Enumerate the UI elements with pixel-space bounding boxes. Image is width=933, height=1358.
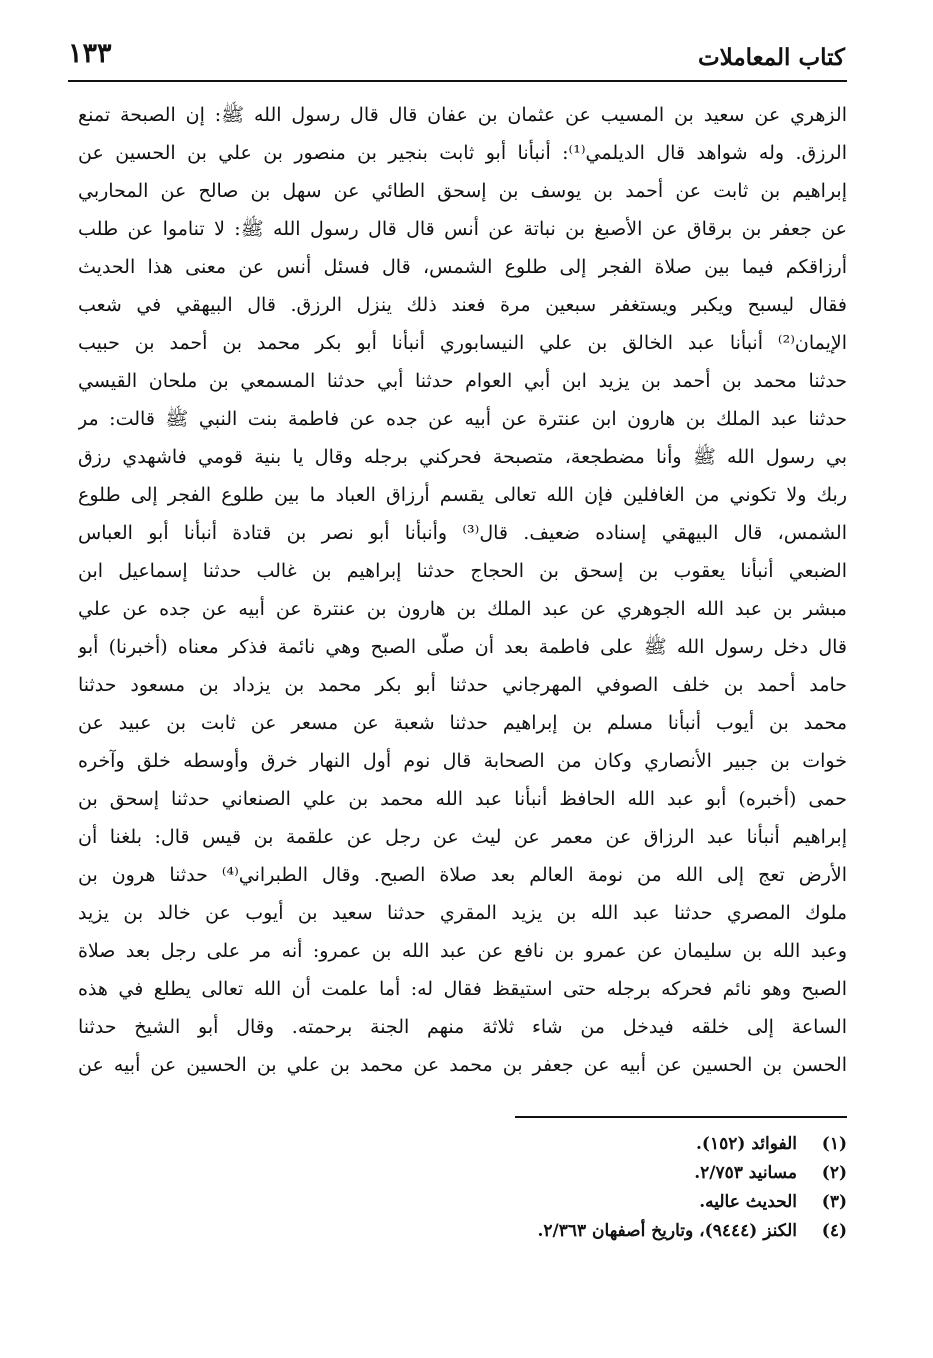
- text-line: عن جعفر بن برقاق عن الأصبغ بن نباتة عن أنس قال قال رسول الله ﷺ: لا تناموا عن طلب: [78, 218, 847, 240]
- header-rule: [68, 80, 847, 82]
- text-line: ملوك المصري حدثنا عبد الله بن يزيد المقري حدثنا سعيد بن أيوب عن خالد بن يزيد: [78, 902, 847, 924]
- text-line: قال دخل رسول الله ﷺ على فاطمة بعد أن صلّى الصبح وهي نائمة فذكر معناه (أخبرنا) أبو: [78, 636, 847, 658]
- footnote-number: (٤): [821, 1221, 847, 1241]
- footnote-number: (١): [821, 1134, 847, 1154]
- text-line: الإيمان⁽²⁾ أنبأنا عبد الخالق بن علي النيسابوري أنبأنا أبو بكر محمد بن أحمد بن حبيب: [78, 332, 847, 354]
- footnote-text: الحديث عاليه.: [699, 1192, 797, 1212]
- text-line: حدثنا محمد بن أحمد بن يزيد ابن أبي العوام حدثنا أبي حدثنا المسمعي بن ملحان القيسي: [78, 370, 847, 392]
- text-line: الشمس، قال البيهقي إسناده ضعيف. قال⁽³⁾ وأنبأنا أبو نصر بن قتادة أنبأنا أبو العباس: [78, 522, 847, 544]
- text-line: ربك ولا تكوني من الغافلين فإن الله تعالى يقسم أرزاق العباد ما بين طلوع الفجر إلى طلوع: [78, 484, 847, 506]
- text-line: أرزاقكم فيما بين صلاة الفجر إلى طلوع الشمس، قال فسئل أنس عن معنى هذا الحديث: [78, 256, 847, 278]
- footnote-item: [247, 1159, 847, 1188]
- text-line: الرزق. وله شواهد قال الديلمي⁽¹⁾: أنبأنا أبو ثابت بنجير بن منصور بن علي بن الحسين عن: [78, 142, 847, 164]
- footnote-item: [247, 1130, 847, 1159]
- page-number: ١٣٣: [68, 38, 112, 69]
- text-line: فقال ليسبح ويكبر ويستغفر سبعين مرة فعند ذلك ينزل الرزق. قال البيهقي في شعب: [78, 294, 847, 316]
- text-line: الأرض تعج إلى الله من نومة العالم بعد صلاة الصبح. وقال الطبراني⁽⁴⁾ حدثنا هرون بن: [78, 864, 847, 886]
- footnote-text: الكنز (٩٤٤٤)، وتاريخ أصفهان ٢/٣٦٣.: [537, 1221, 797, 1241]
- text-line: حامد أحمد بن خلف الصوفي المهرجاني حدثنا أبو بكر محمد بن يزداد بن مسعود حدثنا: [78, 674, 847, 696]
- text-line: الساعة إلى خلقه فيدخل من شاء ثلاثة منهم الجنة برحمته. وقال أبو الشيخ حدثنا: [78, 1016, 847, 1038]
- footnote-number: (٢): [821, 1163, 847, 1183]
- footnote-rule: [515, 1116, 847, 1118]
- text-line: محمد بن أيوب أنبأنا مسلم بن إبراهيم حدثنا شعبة عن مسعر عن ثابت بن عبيد عن: [78, 712, 847, 734]
- text-line: حدثنا عبد الملك بن هارون ابن عنترة عن أبيه عن جده عن فاطمة بنت النبي ﷺ قالت: مر: [78, 408, 847, 430]
- page-header: [68, 38, 845, 78]
- footnote-number: (٣): [821, 1192, 847, 1212]
- text-line: خوات بن جبير الأنصاري وكان من الصحابة قال نوم أول النهار خرق وأوسطه خلق وآخره: [78, 750, 847, 772]
- text-line: الزهري عن سعيد بن المسيب عن عثمان بن عفان قال قال رسول الله ﷺ: إن الصبحة تمنع: [78, 104, 847, 126]
- text-line: وعبد الله بن سليمان عن عمرو بن نافع عن عبد الله بن عمرو: أنه مر على رجل بعد صلاة: [78, 940, 847, 962]
- footnotes: [247, 1130, 847, 1246]
- footnote-item: [247, 1217, 847, 1246]
- footnote-item: [247, 1188, 847, 1217]
- footnote-text: مسانيد ٢/٧٥٣.: [694, 1163, 797, 1183]
- text-line: الضبعي أنبأنا يعقوب بن إسحق بن الحجاج حدثنا إبراهيم بن غالب حدثنا إسماعيل ابن: [78, 560, 847, 582]
- text-line: مبشر بن عبد الله الجوهري عن عبد الملك بن هارون بن عنترة عن أبيه عن جده عن علي: [78, 598, 847, 620]
- text-line: بي رسول الله ﷺ وأنا مضطجعة، متصبحة فحركني برجله وقال يا بنية قومي فاشهدي رزق: [78, 446, 847, 468]
- footnote-text: الفوائد (١٥٢).: [696, 1134, 797, 1154]
- running-title: كتاب المعاملات: [697, 44, 845, 71]
- text-line: إبراهيم بن ثابت عن أحمد بن يوسف بن إسحق الطائي عن سهل بن صالح عن المحاربي: [78, 180, 847, 202]
- main-text: [78, 96, 847, 1084]
- text-line: الحسن بن الحسين عن أبيه عن جعفر بن محمد عن محمد بن علي بن الحسين عن أبيه عن: [78, 1054, 847, 1076]
- text-line: إبراهيم أنبأنا عبد الرزاق عن معمر عن ليث عن رجل عن علقمة بن قيس قال: بلغنا أن: [78, 826, 847, 848]
- text-line: حمى (أخبره) أبو عبد الله الحافظ أنبأنا عبد الله محمد بن علي الصنعاني حدثنا إسحق بن: [78, 788, 847, 810]
- text-line: الصبح وهو نائم فحركه برجله حتى استيقظ فقال له: أما علمت أن الله تعالى يطلع في هذه: [78, 978, 847, 1000]
